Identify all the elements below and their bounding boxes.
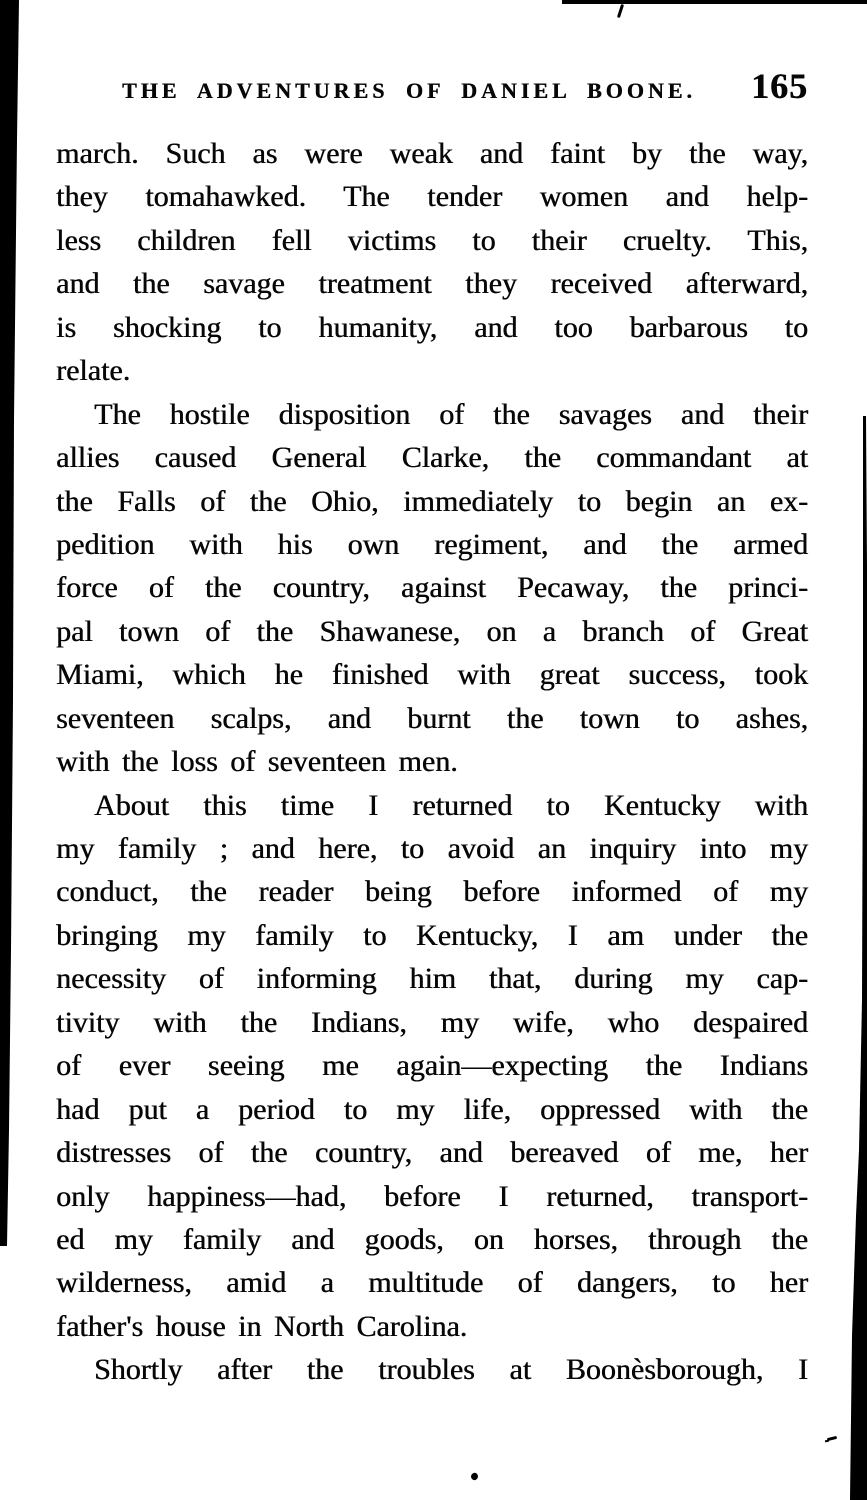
text-line: only happiness—had, before I returned, transport- [56, 1179, 808, 1213]
text-line: About this time I returned to Kentucky with [94, 788, 808, 822]
text-line: had put a period to my life, oppressed with the [56, 1092, 808, 1126]
text-line: of ever seeing me again—expecting the Indians [56, 1049, 808, 1083]
text-line: is shocking to humanity, and too barbarous to [56, 310, 808, 344]
text-line: seventeen scalps, and burnt the town to ashes, [56, 701, 808, 735]
page-number: 165 [751, 66, 808, 106]
text-line: relate. [56, 354, 131, 388]
text-line: with the loss of seventeen men. [56, 745, 458, 779]
text-line: ed my family and goods, on horses, through the [56, 1222, 808, 1256]
scan-speck-top [617, 4, 624, 18]
text-line: wilderness, amid a multitude of dangers, to her [56, 1266, 808, 1300]
text-line: The hostile disposition of the savages and their [94, 397, 808, 431]
text-line: pal town of the Shawanese, on a branch of Great [56, 614, 808, 648]
scan-edge-shadow-right [850, 416, 867, 1500]
text-line: distresses of the country, and bereaved of me, her [56, 1136, 808, 1170]
scan-edge-line-top [562, 0, 867, 4]
text-line: allies caused General Clarke, the commandant at [56, 441, 808, 475]
text-line: bringing my family to Kentucky, I am under the [56, 918, 808, 952]
text-line: pedition with his own regiment, and the armed [56, 527, 808, 561]
running-title: THE ADVENTURES OF DANIEL BOONE. [122, 78, 696, 103]
text-line: the Falls of the Ohio, immediately to begin an ex- [56, 484, 808, 518]
text-line: father's house in North Carolina. [56, 1309, 468, 1343]
text-line: they tomahawked. The tender women and help- [56, 180, 808, 214]
text-line: force of the country, against Pecaway, the princi- [56, 571, 808, 605]
text-line: my family ; and here, to avoid an inquiry into my [56, 832, 808, 865]
text-line: Shortly after the troubles at Boonèsborough, I [94, 1353, 808, 1387]
page-header [56, 68, 808, 104]
text-line: less children fell victims to their cruelty. This, [56, 223, 808, 257]
text-line: Miami, which he finished with great success, took [56, 658, 808, 692]
text-line: and the savage treatment they received afterward, [56, 267, 808, 301]
page-text [56, 132, 808, 1392]
scan-gutter-shadow-left [0, 0, 22, 1246]
scan-speck-bottom [470, 1472, 480, 1482]
text-line: necessity of informing him that, during my cap- [56, 962, 808, 996]
text-line: conduct, the reader being before informed of my [56, 875, 808, 909]
text-line: march. Such as were weak and faint by the way, [56, 137, 808, 170]
text-line: tivity with the Indians, my wife, who despaired [56, 1005, 808, 1039]
scan-speck-right-small [825, 1440, 829, 1443]
